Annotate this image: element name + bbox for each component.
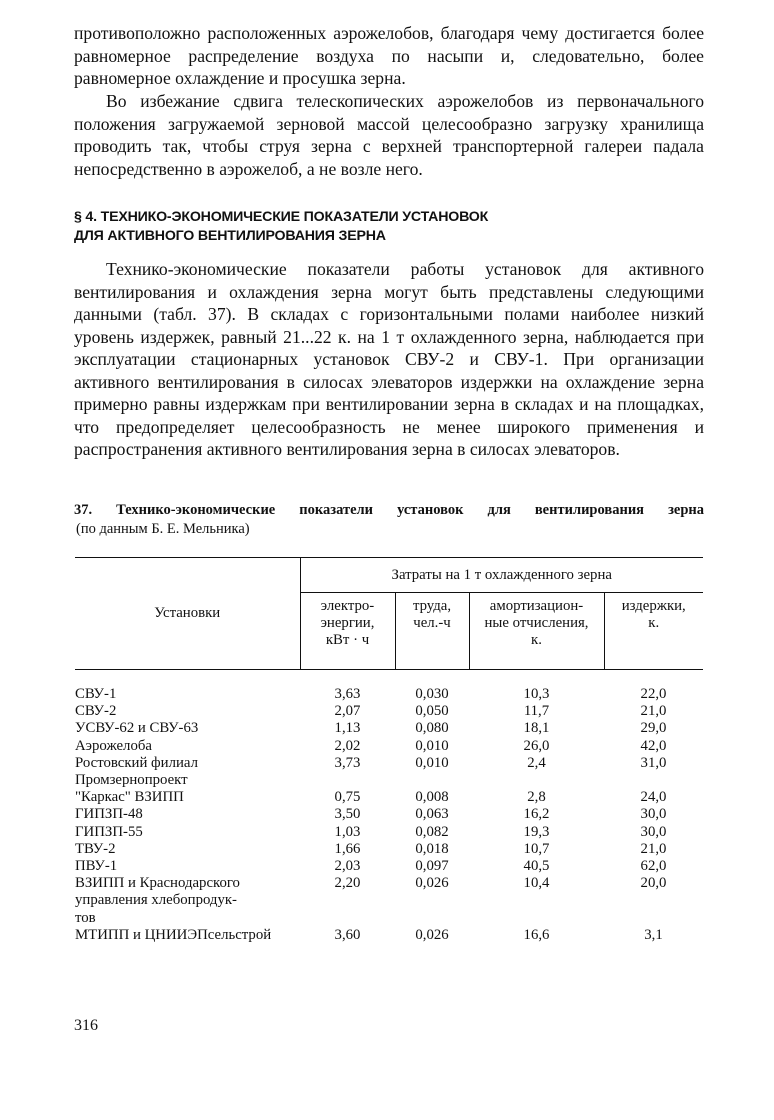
- energy-value: 3,50: [334, 806, 361, 823]
- installation-name-line: ВЗИПП и Краснодарского: [75, 875, 240, 892]
- paragraph-aerochute-loading: Во избежание сдвига телескопических аэрожелобов из первоначального положения загружаемой зерновой массой целесообразно загрузку хранилища проводить так, чтобы струя зерна с верхней транспортерной галереи падала непосредственно в аэрожелоб, а не возле него.: [74, 91, 704, 179]
- table-caption-source: (по данным Б. Е. Мельника): [76, 521, 250, 537]
- labor-value: 0,008: [415, 789, 449, 806]
- energy-value: 3,60: [334, 926, 361, 943]
- installation-name: [75, 720, 300, 737]
- table-row: [75, 824, 703, 841]
- installation-name-line: ПВУ-1: [75, 858, 118, 875]
- section-heading: [74, 208, 704, 246]
- economic-indicators-table: [75, 557, 703, 944]
- labor-value: 0,030: [415, 686, 449, 702]
- amortization-value: 10,4: [523, 875, 550, 892]
- installation-name: [75, 738, 300, 755]
- costs-value: 62,0: [640, 858, 667, 875]
- installation-name-line: СВУ-2: [75, 703, 117, 720]
- installation-name: [75, 755, 300, 789]
- column-header-line: труда,: [412, 598, 452, 614]
- energy-value: 1,03: [334, 823, 361, 840]
- costs-value: 3,1: [644, 926, 663, 943]
- installation-name-line: управления хлебопродук-: [75, 892, 237, 909]
- costs-value: 21,0: [640, 840, 667, 857]
- energy-value: 3,63: [334, 686, 361, 702]
- table-row: [75, 670, 703, 704]
- amortization-value: 11,7: [523, 703, 550, 720]
- installation-name-line: Ростовский филиал: [75, 754, 198, 771]
- energy-value: 0,75: [334, 789, 361, 806]
- section-heading-line-1: § 4. ТЕХНИКО-ЭКОНОМИЧЕСКИЕ ПОКАЗАТЕЛИ УСТАНОВОК: [74, 209, 489, 225]
- column-header-line: кВт · ч: [325, 632, 370, 648]
- energy-value: 2,02: [334, 737, 361, 754]
- installation-name-line: Аэрожелоба: [75, 737, 152, 754]
- costs-value: 24,0: [640, 789, 667, 806]
- costs-value: 31,0: [640, 754, 667, 771]
- amortization-value: 10,3: [523, 686, 550, 702]
- table-row: [75, 806, 703, 823]
- energy-value: 2,20: [334, 875, 361, 892]
- labor-value: 0,010: [415, 754, 449, 771]
- installation-name-line: ГИПЗП-48: [75, 806, 143, 823]
- table-caption-title: 37. Технико-экономические показатели установок для вентилирования зерна: [74, 502, 704, 518]
- column-group-header-costs: Затраты на 1 т охлажденного зерна: [300, 558, 703, 593]
- installation-name: [75, 670, 300, 704]
- installation-name: [75, 875, 300, 927]
- energy-value: 2,07: [334, 703, 361, 720]
- installation-name: [75, 789, 300, 806]
- section-heading-line-2: ДЛЯ АКТИВНОГО ВЕНТИЛИРОВАНИЯ ЗЕРНА: [74, 228, 386, 244]
- table-caption: [74, 501, 704, 539]
- table-row: [75, 720, 703, 737]
- column-header-line: электро-: [320, 598, 375, 614]
- amortization-value: 40,5: [523, 858, 550, 875]
- labor-value: 0,026: [415, 926, 449, 943]
- amortization-value: 2,8: [527, 789, 546, 806]
- paragraph-economic-indicators: Технико-экономические показатели работы установок для активного вентилирования и охлаждения зерна могут быть представлены следующими данными (табл. 37). В складах с горизонтальными полами наиболее низкий уровень издержек, равный 21...22 к. на 1 т охлажденного зерна, наблюдается при эксплуатации стационарных установок СВУ-2 и СВУ-1. При организации активного вентилирования в силосах элеваторов издержки на охлаждение зерна примерно равны издержкам при вентилировании зерна в складах и на площадках, что предопределяет целесообразность не менее широкого применения и распространения активного вентилирования зерна в силосах элеваторов.: [74, 259, 704, 459]
- column-header-line: чел.-ч: [413, 615, 451, 631]
- costs-value: 30,0: [640, 806, 667, 823]
- column-header-line: ные отчисления,: [484, 615, 589, 631]
- energy-value: 2,03: [334, 858, 361, 875]
- labor-value: 0,010: [415, 737, 449, 754]
- installation-name: [75, 841, 300, 858]
- installation-name-line: Промзернопроект: [75, 772, 188, 789]
- column-header-line: к.: [531, 632, 542, 648]
- installation-name: [75, 824, 300, 841]
- column-header-line: издержки,: [621, 598, 686, 614]
- installation-name-line: УСВУ-62 и СВУ-63: [75, 720, 199, 737]
- column-header-energy: [300, 593, 395, 670]
- installation-name-line: ТВУ-2: [75, 840, 116, 857]
- installation-name-line: тов: [75, 909, 96, 926]
- energy-value: 3,73: [334, 754, 361, 771]
- labor-value: 0,026: [415, 875, 449, 892]
- table-row: [75, 789, 703, 806]
- installation-name: [75, 858, 300, 875]
- table-row: [75, 755, 703, 789]
- installation-name: [75, 703, 300, 720]
- table-row: [75, 875, 703, 927]
- installation-name: [75, 806, 300, 823]
- labor-value: 0,080: [415, 720, 449, 737]
- labor-value: 0,050: [415, 703, 449, 720]
- costs-value: 20,0: [640, 875, 667, 892]
- amortization-value: 19,3: [523, 823, 550, 840]
- table-row: [75, 858, 703, 875]
- costs-value: 22,0: [640, 686, 667, 702]
- column-header-installations: Установки: [75, 558, 300, 670]
- table-row: [75, 841, 703, 858]
- column-header-costs: [604, 593, 703, 670]
- installation-name-line: СВУ-1: [75, 686, 117, 702]
- table-body: [75, 670, 703, 945]
- column-header-amortization: [469, 593, 604, 670]
- installation-name-line: ГИПЗП-55: [75, 823, 143, 840]
- labor-value: 0,018: [415, 840, 449, 857]
- amortization-value: 26,0: [523, 737, 550, 754]
- table-row: [75, 927, 703, 944]
- table-row: [75, 703, 703, 720]
- costs-value: 30,0: [640, 823, 667, 840]
- table-row: [75, 738, 703, 755]
- amortization-value: 16,2: [523, 806, 550, 823]
- installation-name-line: "Каркас" ВЗИПП: [75, 789, 184, 806]
- labor-value: 0,082: [415, 823, 449, 840]
- installation-name-line: МТИПП и ЦНИИЭПсельстрой: [75, 926, 272, 943]
- paragraph-continuation: противоположно расположенных аэрожелобов, благодаря чему достигается более равномерное распределение воздуха по насыпи и, следовательно, более равномерное охлаждение и просушка зерна.: [74, 23, 704, 88]
- labor-value: 0,097: [415, 858, 449, 875]
- column-header-line: к.: [648, 615, 660, 631]
- costs-value: 21,0: [640, 703, 667, 720]
- installation-name: [75, 927, 300, 944]
- amortization-value: 10,7: [523, 840, 550, 857]
- energy-value: 1,13: [334, 720, 361, 737]
- costs-value: 29,0: [640, 720, 667, 737]
- costs-value: 42,0: [640, 737, 667, 754]
- column-header-line: энергии,: [320, 615, 375, 631]
- amortization-value: 16,6: [523, 926, 550, 943]
- column-header-line: амортизацион-: [489, 598, 584, 614]
- energy-value: 1,66: [334, 840, 361, 857]
- amortization-value: 2,4: [527, 754, 546, 771]
- labor-value: 0,063: [415, 806, 449, 823]
- amortization-value: 18,1: [523, 720, 550, 737]
- column-header-labor: [395, 593, 469, 670]
- page-number: 316: [74, 1017, 98, 1034]
